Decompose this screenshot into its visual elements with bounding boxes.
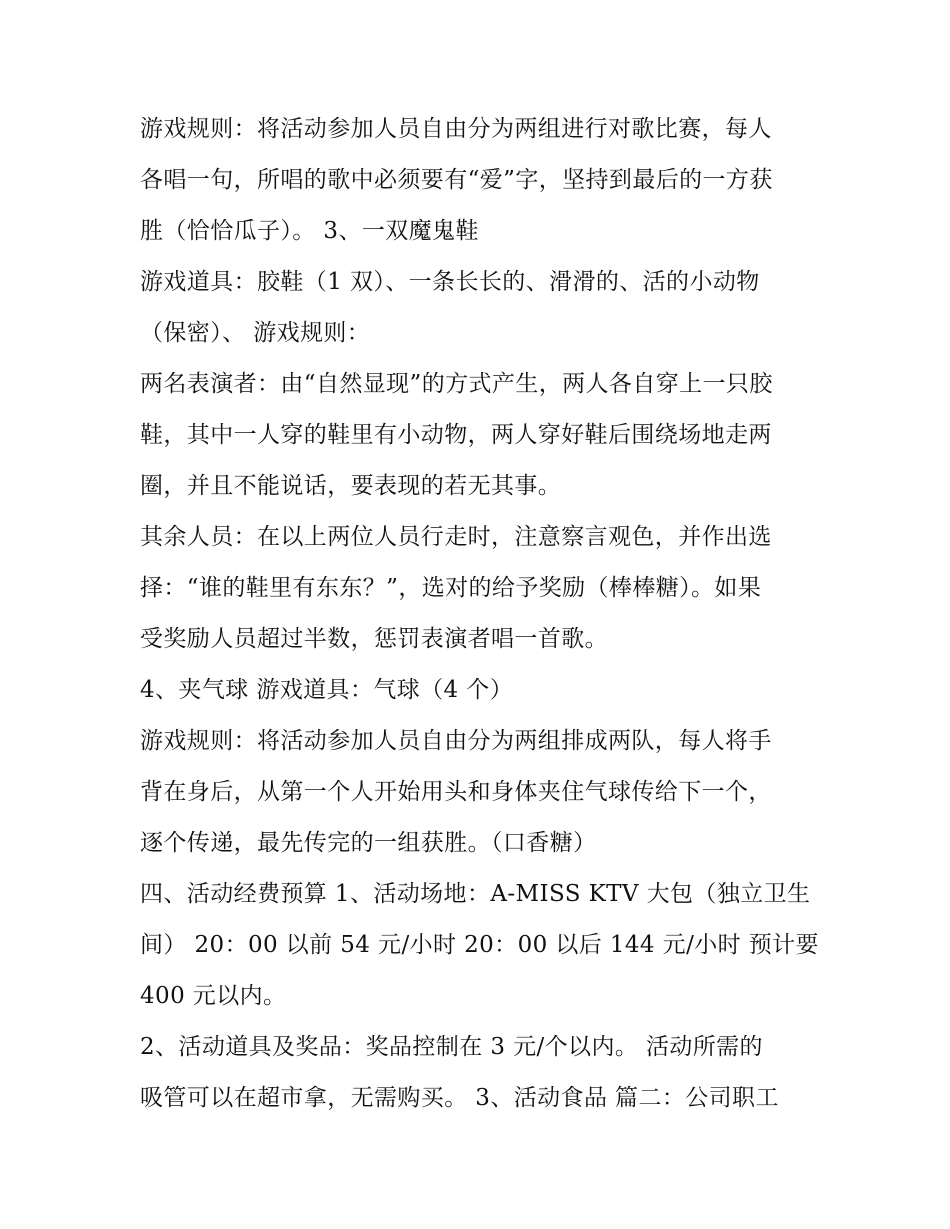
paragraph-budget-props-food [140, 1022, 816, 1124]
text-line: 游戏规则：将活动参加人员自由分为两组进行对歌比赛，每人 [140, 116, 772, 142]
paragraph-balloon-game-rules [140, 716, 816, 869]
paragraph-performers [140, 359, 816, 512]
text-line: 鞋，其中一人穿的鞋里有小动物，两人穿好鞋后围绕场地走两 [140, 422, 772, 448]
text-line: 吸管可以在超市拿，无需购买。 3、活动食品 篇二：公司职工 [140, 1085, 779, 1111]
document-body [140, 104, 819, 1124]
text-line: 其余人员：在以上两位人员行走时，注意察言观色，并作出选 [140, 524, 772, 550]
paragraph-other-participants [140, 512, 816, 665]
text-line: 背在身后，从第一个人开始用头和身体夹住气球传给下一个， [140, 779, 772, 805]
text-line: （保密）、 游戏规则： [140, 320, 371, 346]
text-line: 受奖励人员超过半数，惩罚表演者唱一首歌。 [140, 626, 608, 652]
text-line: 胜（恰恰瓜子）。 3、一双魔鬼鞋 [140, 218, 479, 244]
text-line: 间） 20：00 以前 54 元/小时 20：00 以后 144 元/小时 预计要 [140, 932, 819, 958]
paragraph-balloon-game-heading [140, 665, 816, 716]
text-line: 四、活动经费预算 1、活动场地：A-MISS KTV 大包（独立卫生 [140, 881, 811, 907]
text-line: 400 元以内。 [140, 983, 287, 1009]
text-line: 逐个传递，最先传完的一组获胜。（口香糖） [140, 830, 597, 856]
text-line: 2、活动道具及奖品：奖品控制在 3 元/个以内。 活动所需的 [140, 1034, 763, 1060]
text-line: 4、夹气球 游戏道具：气球（4 个） [140, 677, 514, 703]
text-line: 圈，并且不能说话，要表现的若无其事。 [140, 473, 562, 499]
text-line: 择：“谁的鞋里有东东？”，选对的给予奖励（棒棒糖）。如果 [140, 575, 762, 601]
text-line: 各唱一句，所唱的歌中必须要有“爱”字，坚持到最后的一方获 [140, 167, 773, 193]
text-line: 两名表演者：由“自然显现”的方式产生，两人各自穿上一只胶 [140, 371, 773, 397]
text-line: 游戏道具：胶鞋（1 双）、一条长长的、滑滑的、活的小动物 [140, 269, 760, 295]
paragraph-budget-venue [140, 869, 819, 1022]
paragraph-game-props-shoes [140, 257, 816, 359]
paragraph-game-rules-singing [140, 104, 816, 257]
text-line: 游戏规则：将活动参加人员自由分为两组排成两队，每人将手 [140, 728, 772, 754]
